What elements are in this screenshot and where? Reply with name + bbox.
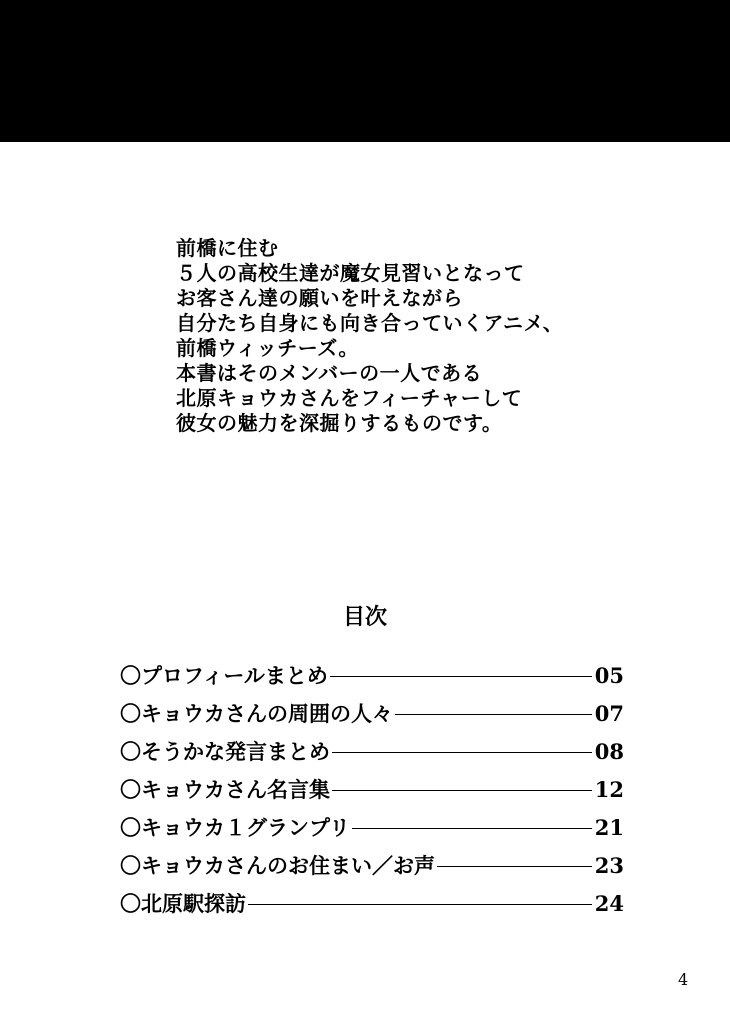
toc-leader-line — [352, 828, 592, 829]
toc-leader-line — [330, 676, 592, 677]
toc-entry-label: 〇キョウカさんの周囲の人々 — [120, 701, 393, 726]
intro-line: お客さん達の願いを叶えながら — [176, 286, 463, 310]
toc-leader-line — [332, 752, 592, 753]
toc-entry-label: 〇キョウカ１グランプリ — [120, 815, 351, 840]
toc-entry-page: 12 — [594, 776, 624, 802]
toc-entry-page: 07 — [594, 700, 624, 726]
toc-entry-soukana[interactable] — [120, 732, 624, 770]
toc-title: 目次 — [342, 604, 387, 630]
toc-entry-grandprix[interactable] — [120, 808, 624, 846]
intro-line: 北原キョウカさんをフィーチャーして — [176, 386, 523, 410]
toc-entry-people[interactable] — [120, 694, 624, 732]
toc-entry-page: 24 — [594, 890, 624, 916]
intro-line: 本書はそのメンバーの一人である — [176, 361, 483, 385]
intro-line: 自分たち自身にも向き合っていくアニメ、 — [176, 311, 564, 335]
intro-line: ５人の高校生達が魔女見習いとなって — [176, 261, 525, 285]
page-number: 4 — [678, 970, 689, 989]
toc-leader-line — [437, 866, 592, 867]
toc-entry-quotes[interactable] — [120, 770, 624, 808]
toc-entry-label: 〇北原駅探訪 — [120, 891, 246, 916]
toc-entry-page: 05 — [594, 662, 624, 688]
toc-entry-page: 23 — [594, 852, 624, 878]
toc-entry-label: 〇プロフィールまとめ — [120, 663, 328, 688]
intro-line: 前橋ウィッチーズ。 — [176, 336, 359, 360]
toc-entry-page: 08 — [594, 738, 624, 764]
toc-entry-label: 〇キョウカさんのお住まい／お声 — [120, 853, 435, 878]
toc-leader-line — [248, 904, 592, 905]
toc-entry-profile[interactable] — [120, 656, 624, 694]
toc-entry-page: 21 — [594, 814, 624, 840]
intro-line: 前橋に住む — [176, 236, 279, 260]
toc-leader-line — [332, 790, 592, 791]
intro-line: 彼女の魅力を深掘りするものです。 — [176, 411, 503, 435]
toc-entry-label: 〇そうかな発言まとめ — [120, 739, 330, 764]
table-of-contents — [120, 656, 624, 922]
toc-entry-residence[interactable] — [120, 846, 624, 884]
toc-leader-line — [395, 714, 592, 715]
toc-entry-station[interactable] — [120, 884, 624, 922]
toc-entry-label: 〇キョウカさん名言集 — [120, 777, 330, 802]
intro-text — [176, 236, 656, 436]
header-black-band — [0, 0, 730, 142]
